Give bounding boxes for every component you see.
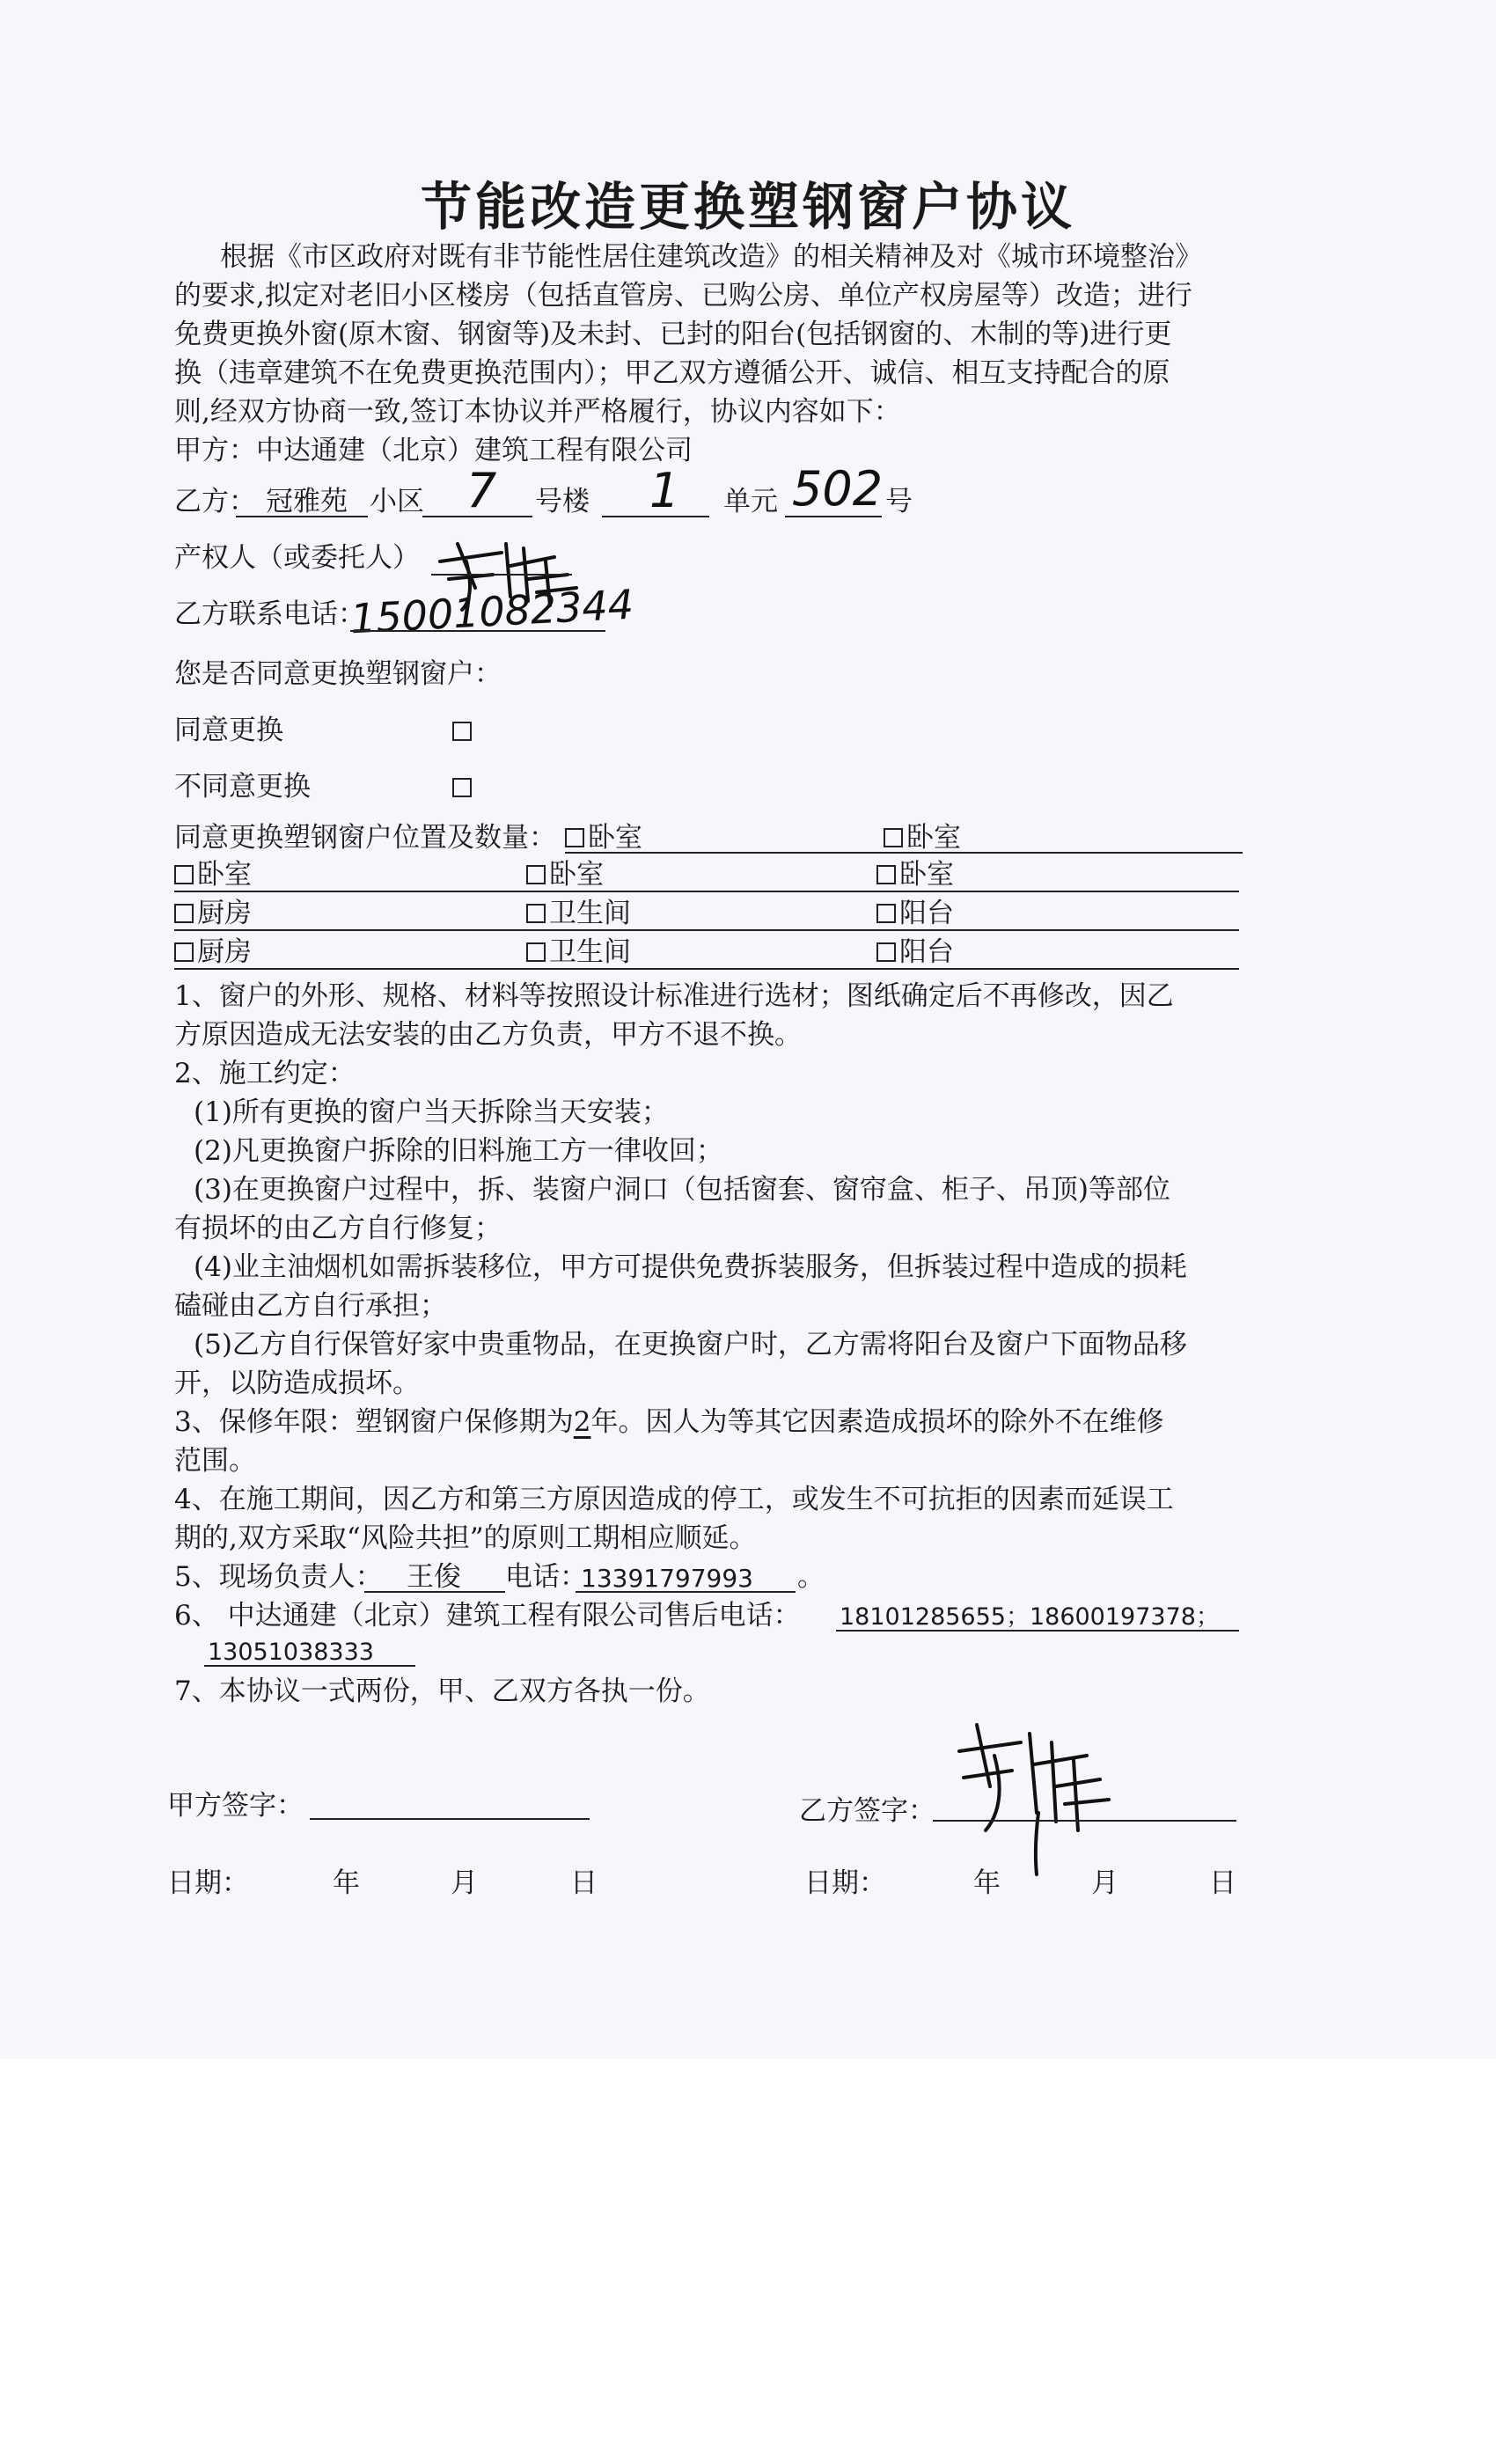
party-a-date-year: 年 [333,1867,360,1899]
clause-2-4-line-2: 磕碰由乙方自行承担； [174,1290,447,1322]
position-checkbox[interactable] [876,865,896,884]
position-r1-c1: 卧室 [565,818,642,857]
party-b-date-month: 月 [1091,1867,1118,1899]
party-b-signature-line[interactable] [933,1820,1236,1822]
clause-2-5-line-1: (5)乙方自行保管好家中贵重物品，在更换窗户时，乙方需将阳台及窗户下面物品移 [194,1329,1187,1360]
unit-suffix: 单元 [723,486,778,517]
clause-5-label: 5、现场负责人： [174,1561,383,1593]
community-underline [236,516,368,517]
position-checkbox[interactable] [174,942,194,962]
site-manager-underline [364,1591,505,1593]
clause-4-line-1: 4、在施工期间，因乙方和第三方原因造成的停工，或发生不可抗拒的因素而延误工 [174,1484,1174,1515]
building-value: 7 [466,463,497,518]
clause-2-1: (1)所有更换的窗户当天拆除当天安装； [194,1096,669,1128]
party-b-signature [924,1716,1118,1883]
position-r1-c2: 卧室 [884,818,961,857]
positions-row1-line [565,852,1243,854]
positions-row4-line [174,968,1239,970]
owner-underline [431,574,572,576]
position-r4-c1: 厨房 [174,933,252,972]
position-checkbox[interactable] [876,904,896,923]
position-r3-c3: 阳台 [876,894,954,933]
position-r2-c2: 卧室 [526,855,604,894]
site-manager-phone: 13391797993 [581,1564,753,1593]
position-r4-c2: 卫生间 [526,933,631,972]
after-sales-phones: 18101285655；18600197378； [840,1603,1220,1631]
building-suffix: 号楼 [535,486,590,517]
positions-label: 同意更换塑钢窗户位置及数量： [174,822,556,854]
party-b-date-year: 年 [973,1867,1001,1899]
intro-line-4: 换（违章建筑不在免费更换范围内）；甲乙双方遵循公开、诚信、相互支持配合的原 [174,357,1170,389]
position-checkbox[interactable] [876,942,896,962]
party-a-name: 中达通建（北京）建筑工程有限公司 [256,435,693,466]
phone-label: 乙方联系电话： [174,598,365,630]
party-a-date-label: 日期： [167,1867,249,1899]
positions-row2-line [174,891,1239,892]
party-a-date-month: 月 [451,1867,478,1899]
position-r2-c3: 卧室 [876,855,954,894]
after-sales-phone-3: 13051038333 [208,1639,374,1666]
position-checkbox[interactable] [526,904,546,923]
clause-1-line-2: 方原因造成无法安装的由乙方负责，甲方不退不换。 [174,1019,802,1051]
clause-2-heading: 2、施工约定： [174,1058,356,1089]
clause-1-line-1: 1、窗户的外形、规格、材料等按照设计标准进行选材；图纸确定后不再修改，因乙 [174,980,1174,1012]
intro-line-3: 免费更换外窗(原木窗、钢窗等)及未封、已封的阳台(包括钢窗的、木制的等)进行更 [174,319,1172,350]
position-checkbox[interactable] [174,904,194,923]
consent-agree-label: 同意更换 [174,715,283,746]
position-checkbox[interactable] [884,828,903,847]
clause-3-line-1: 3、保修年限：塑钢窗户保修期为2年。因人为等其它因素造成损坏的除外不在维修 [174,1406,1164,1438]
phone-value: 15001082344 [348,580,635,643]
consent-disagree-label: 不同意更换 [174,771,311,803]
community-value: 冠雅苑 [266,486,348,517]
after-sales-underline [836,1630,1239,1632]
position-checkbox[interactable] [526,865,546,884]
clause-2-4-line-1: (4)业主油烟机如需拆装移位，甲方可提供免费拆装服务，但拆装过程中造成的损耗 [194,1251,1187,1283]
clause-2-3-line-2: 有损坏的由乙方自行修复； [174,1213,502,1244]
party-a-label: 甲方： [174,435,256,466]
site-manager-name: 王俊 [407,1561,461,1593]
party-a-signature-label: 甲方签字： [167,1790,304,1822]
party-a-date-day: 日 [570,1867,598,1899]
party-a-signature-line[interactable] [310,1818,590,1820]
room-value: 502 [792,461,884,517]
room-suffix: 号 [885,486,913,517]
clause-4-line-2: 期的,双方采取“风险共担”的原则工期相应顺延。 [174,1522,757,1554]
agree-checkbox[interactable] [452,722,475,744]
disagree-checkbox[interactable] [452,778,475,800]
position-checkbox[interactable] [526,942,546,962]
position-checkbox[interactable] [565,828,584,847]
document-title: 节能改造更换塑钢窗户协议 [420,177,1075,237]
party-b-date-day: 日 [1209,1867,1236,1899]
community-suffix: 小区 [370,486,424,517]
site-manager-phone-label: 电话： [505,1561,587,1593]
consent-question: 您是否同意更换塑钢窗户： [174,658,502,690]
clause-2-2: (2)凡更换窗户拆除的旧料施工方一律收回； [194,1135,723,1167]
clause-3-line-2: 范围。 [174,1445,256,1477]
site-manager-phone-underline [576,1591,796,1593]
intro-line-1: 根据《市区政府对既有非节能性居住建筑改造》的相关精神及对《城市环境整治》 [220,241,1202,273]
party-b-date-label: 日期： [804,1867,886,1899]
position-r3-c1: 厨房 [174,894,252,933]
intro-line-5: 则,经双方协商一致,签订本协议并严格履行，协议内容如下： [174,396,901,428]
position-r3-c2: 卫生间 [526,894,631,933]
owner-label: 产权人（或委托人） [174,542,420,574]
position-r4-c3: 阳台 [876,933,954,972]
positions-row3-line [174,929,1239,931]
intro-line-2: 的要求,拟定对老旧小区楼房（包括直管房、已购公房、单位产权房屋等）改造；进行 [174,280,1192,312]
clause-5-end: 。 [797,1561,825,1593]
position-checkbox[interactable] [174,865,194,884]
clause-6-label: 6、 中达通建（北京）建筑工程有限公司售后电话： [174,1600,801,1632]
phone-underline [350,630,605,632]
party-b-signature-label: 乙方签字： [799,1795,935,1827]
after-sales-phone-3-underline [204,1665,415,1667]
party-b-label: 乙方： [174,486,256,517]
position-r2-c1: 卧室 [174,855,252,894]
clause-2-5-line-2: 开，以防造成损坏。 [174,1368,420,1399]
clause-2-3-line-1: (3)在更换窗户过程中，拆、装窗户洞口（包括窗套、窗帘盒、柜子、吊顶)等部位 [194,1174,1171,1206]
warranty-years: 2 [573,1406,591,1438]
unit-value: 1 [649,463,680,518]
party-a-row [174,431,693,470]
clause-7: 7、本协议一式两份，甲、乙双方各执一份。 [174,1676,710,1707]
